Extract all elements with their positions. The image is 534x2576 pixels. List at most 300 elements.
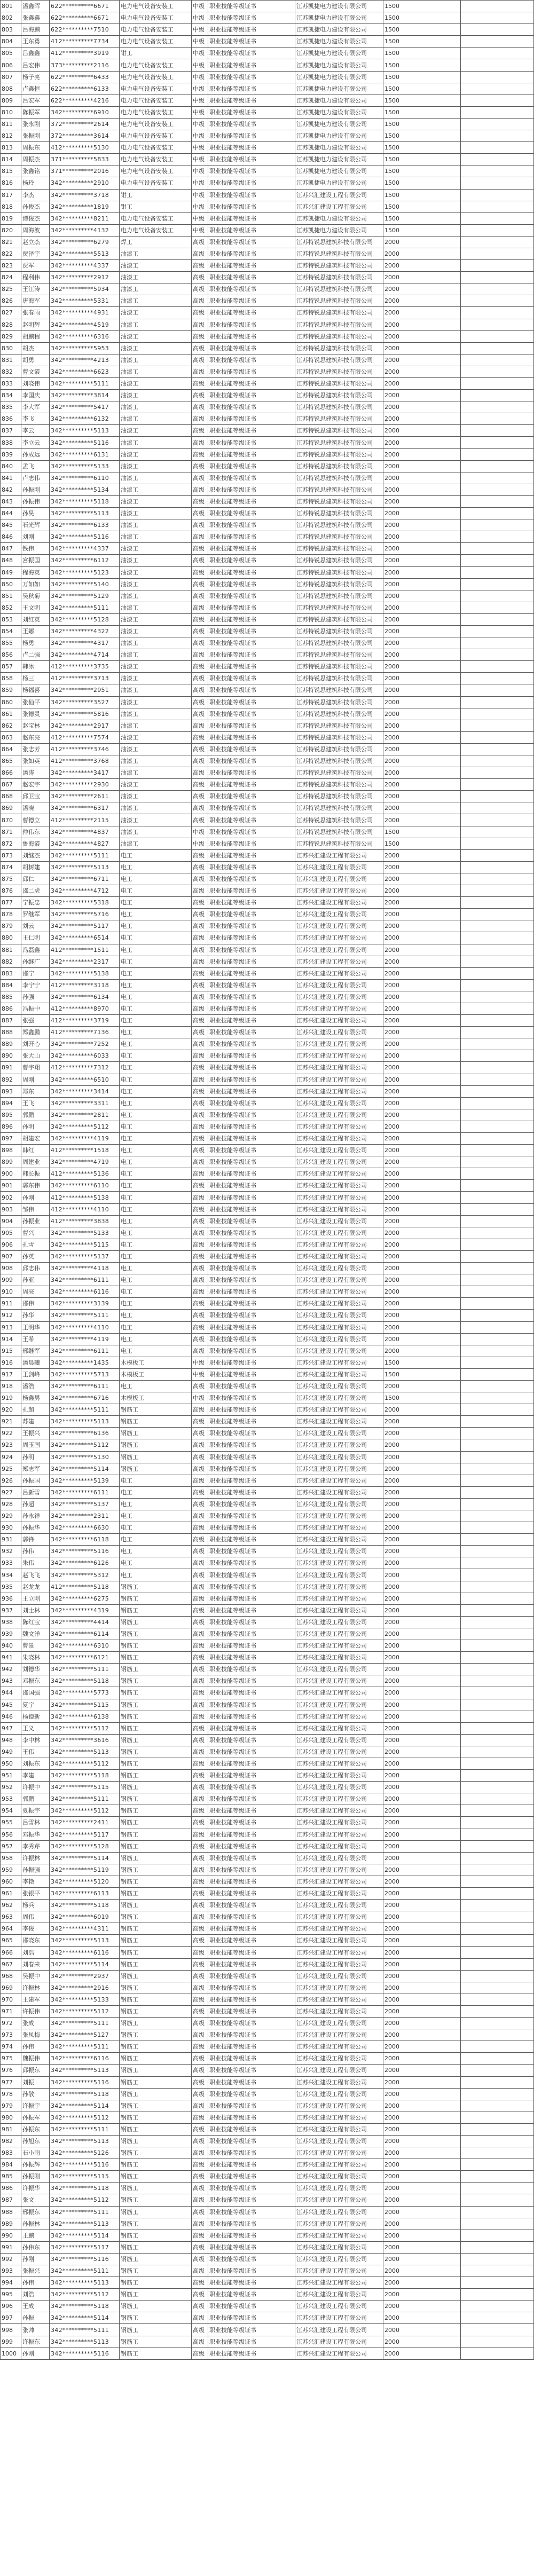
skill-level: 中级 (192, 142, 208, 154)
subsidy-amount: 1500 (383, 106, 461, 118)
worker-name: 胡鹏程 (21, 330, 50, 342)
subsidy-amount: 2000 (383, 248, 461, 259)
training-organization: 江苏特锐思建筑科技有限公司 (295, 814, 383, 826)
training-organization: 江苏凯捷电力建设有限公司 (295, 48, 383, 59)
certificate-type: 职业技能等级证书 (208, 1805, 295, 1817)
skill-level: 高级 (192, 2183, 208, 2194)
certificate-type: 职业技能等级证书 (208, 1829, 295, 1840)
certificate-type: 职业技能等级证书 (208, 1746, 295, 1758)
occupation: 钢筋工 (120, 1616, 192, 1628)
skill-level: 高级 (192, 2041, 208, 2053)
subsidy-amount: 2000 (383, 2230, 461, 2241)
occupation: 电工 (120, 1345, 192, 1357)
table-row (1, 2347, 534, 2359)
table-row (1, 1640, 534, 1652)
occupation: 油漆工 (120, 260, 192, 272)
row-number: 853 (1, 613, 21, 625)
subsidy-amount: 2000 (383, 543, 461, 555)
skill-level: 高级 (192, 602, 208, 613)
row-number: 912 (1, 1310, 21, 1321)
training-organization: 江苏兴汇建设工程有限公司 (295, 1793, 383, 1805)
occupation: 钢筋工 (120, 1840, 192, 1852)
table-row (1, 1368, 534, 1380)
empty-cell (461, 1463, 534, 1475)
subsidy-amount: 2000 (383, 2053, 461, 2065)
id-number: 342**********3311 (50, 1097, 120, 1109)
skill-level: 高级 (192, 849, 208, 861)
training-organization: 江苏兴汇建设工程有限公司 (295, 1298, 383, 1310)
certificate-type: 职业技能等级证书 (208, 307, 295, 319)
training-organization: 江苏兴汇建设工程有限公司 (295, 1121, 383, 1132)
certificate-type: 职业技能等级证书 (208, 1145, 295, 1156)
table-row (1, 1003, 534, 1014)
empty-cell (461, 1569, 534, 1581)
id-number: 342**********5114 (50, 1852, 120, 1864)
occupation: 钢筋工 (120, 2265, 192, 2277)
worker-name: 许振华 (21, 2183, 50, 2194)
table-row (1, 1652, 534, 1664)
worker-name: 邓振东 (21, 1675, 50, 1687)
skill-level: 高级 (192, 508, 208, 519)
occupation: 油漆工 (120, 767, 192, 779)
worker-name: 刘浩 (21, 2289, 50, 2301)
row-number: 985 (1, 2171, 21, 2183)
skill-level: 高级 (192, 1263, 208, 1274)
training-organization: 江苏特锐思建筑科技有限公司 (295, 342, 383, 354)
occupation: 木模板工 (120, 1392, 192, 1404)
subsidy-amount: 2000 (383, 1770, 461, 1782)
training-organization: 江苏兴汇建设工程有限公司 (295, 201, 383, 212)
table-row (1, 71, 534, 83)
empty-cell (461, 696, 534, 708)
table-row (1, 1534, 534, 1546)
skill-level: 高级 (192, 2053, 208, 2065)
worker-name: 仲伟东 (21, 826, 50, 838)
training-organization: 江苏兴汇建设工程有限公司 (295, 2159, 383, 2171)
empty-cell (461, 1038, 534, 1050)
table-row (1, 106, 534, 118)
row-number: 863 (1, 731, 21, 743)
row-number: 835 (1, 401, 21, 413)
skill-level: 高级 (192, 1923, 208, 1935)
subsidy-amount: 2000 (383, 2147, 461, 2159)
subsidy-amount: 2000 (383, 1239, 461, 1250)
skill-level: 高级 (192, 437, 208, 448)
skill-level: 高级 (192, 248, 208, 259)
certificate-type: 职业技能等级证书 (208, 1321, 295, 1333)
id-number: 342**********3616 (50, 1734, 120, 1746)
certificate-type: 职业技能等级证书 (208, 2301, 295, 2312)
id-number: 342**********6116 (50, 2053, 120, 2065)
subsidy-amount: 2000 (383, 484, 461, 495)
table-row (1, 260, 534, 272)
training-organization: 江苏特锐思建筑科技有限公司 (295, 673, 383, 684)
id-number: 622**********6433 (50, 71, 120, 83)
training-organization: 江苏兴汇建设工程有限公司 (295, 1015, 383, 1027)
skill-level: 高级 (192, 484, 208, 495)
table-row (1, 2277, 534, 2289)
occupation: 油漆工 (120, 649, 192, 661)
certificate-type: 职业技能等级证书 (208, 2100, 295, 2112)
table-row (1, 236, 534, 248)
id-number: 342**********5116 (50, 2347, 120, 2359)
worker-name: 万如如 (21, 578, 50, 590)
certificate-type: 职业技能等级证书 (208, 460, 295, 472)
subsidy-amount: 2000 (383, 295, 461, 307)
subsidy-amount: 2000 (383, 1829, 461, 1840)
training-organization: 江苏兴汇建设工程有限公司 (295, 2277, 383, 2289)
training-organization: 江苏兴汇建设工程有限公司 (295, 1510, 383, 1522)
empty-cell (461, 201, 534, 212)
skill-level: 高级 (192, 425, 208, 437)
id-number: 342**********5117 (50, 1829, 120, 1840)
subsidy-amount: 2000 (383, 1180, 461, 1192)
skill-level: 高级 (192, 1664, 208, 1675)
empty-cell (461, 1145, 534, 1156)
worker-name: 杨三 (21, 673, 50, 684)
subsidy-amount: 2000 (383, 1569, 461, 1581)
id-number: 342**********5111 (50, 1310, 120, 1321)
skill-level: 高级 (192, 1168, 208, 1180)
worker-name: 孙旭东 (21, 2135, 50, 2147)
row-number: 968 (1, 1970, 21, 1982)
training-organization: 江苏兴汇建设工程有限公司 (295, 991, 383, 1003)
training-organization: 江苏兴汇建设工程有限公司 (295, 1062, 383, 1074)
skill-level: 高级 (192, 1274, 208, 1286)
id-number: 342**********6114 (50, 1628, 120, 1640)
worker-name: 邢振东 (21, 2206, 50, 2218)
training-organization: 江苏兴汇建设工程有限公司 (295, 1569, 383, 1581)
skill-level: 中级 (192, 130, 208, 142)
empty-cell (461, 2065, 534, 2076)
id-number: 342**********3814 (50, 390, 120, 401)
worker-name: 郭鹏 (21, 1793, 50, 1805)
training-organization: 江苏兴汇建设工程有限公司 (295, 1475, 383, 1486)
subsidy-amount: 2000 (383, 1840, 461, 1852)
skill-level: 高级 (192, 755, 208, 767)
table-row (1, 519, 534, 531)
occupation: 电工 (120, 1003, 192, 1014)
empty-cell (461, 1640, 534, 1652)
subsidy-amount: 2000 (383, 1428, 461, 1439)
training-organization: 江苏兴汇建设工程有限公司 (295, 1451, 383, 1463)
worker-name: 孙昊 (21, 508, 50, 519)
worker-name: 曹德立 (21, 814, 50, 826)
occupation: 钢筋工 (120, 1687, 192, 1699)
skill-level: 高级 (192, 1888, 208, 1900)
row-number: 956 (1, 1829, 21, 1840)
subsidy-amount: 1500 (383, 24, 461, 36)
id-number: 342**********5111 (50, 602, 120, 613)
skill-level: 中级 (192, 83, 208, 94)
subsidy-amount: 2000 (383, 307, 461, 319)
table-row (1, 555, 534, 566)
empty-cell (461, 1404, 534, 1416)
empty-cell (461, 472, 534, 484)
training-organization: 江苏兴汇建设工程有限公司 (295, 1486, 383, 1498)
id-number: 342**********5137 (50, 1250, 120, 1262)
row-number: 851 (1, 590, 21, 602)
row-number: 873 (1, 849, 21, 861)
occupation: 钢筋工 (120, 1817, 192, 1829)
table-row (1, 1038, 534, 1050)
training-organization: 江苏兴汇建设工程有限公司 (295, 861, 383, 873)
certificate-type: 职业技能等级证书 (208, 2135, 295, 2147)
occupation: 电工 (120, 1333, 192, 1345)
id-number: 342**********5128 (50, 613, 120, 625)
training-organization: 江苏凯捷电力建设有限公司 (295, 142, 383, 154)
worker-name: 郭东伟 (21, 1180, 50, 1192)
skill-level: 高级 (192, 1758, 208, 1769)
training-organization: 江苏兴汇建设工程有限公司 (295, 189, 383, 201)
skill-level: 高级 (192, 590, 208, 602)
training-organization: 江苏兴汇建设工程有限公司 (295, 1145, 383, 1156)
certificate-type: 职业技能等级证书 (208, 932, 295, 944)
certificate-type: 职业技能等级证书 (208, 578, 295, 590)
worker-name: 杨鑫男 (21, 1392, 50, 1404)
skill-level: 高级 (192, 967, 208, 979)
table-row (1, 802, 534, 814)
id-number: 342**********5113 (50, 2336, 120, 2347)
subsidy-amount: 2000 (383, 861, 461, 873)
subsidy-amount: 2000 (383, 1097, 461, 1109)
skill-level: 高级 (192, 1522, 208, 1534)
occupation: 电工 (120, 1085, 192, 1097)
skill-level: 高级 (192, 260, 208, 272)
skill-level: 高级 (192, 684, 208, 696)
occupation: 电工 (120, 1180, 192, 1192)
skill-level: 高级 (192, 2112, 208, 2123)
training-organization: 江苏兴汇建设工程有限公司 (295, 920, 383, 932)
certificate-type: 职业技能等级证书 (208, 861, 295, 873)
skill-level: 高级 (192, 673, 208, 684)
empty-cell (461, 991, 534, 1003)
skill-level: 高级 (192, 897, 208, 909)
id-number: 342**********5331 (50, 295, 120, 307)
empty-cell (461, 2053, 534, 2065)
training-organization: 江苏兴汇建设工程有限公司 (295, 1498, 383, 1510)
worker-name: 夏宇 (21, 1699, 50, 1711)
worker-name: 王东勇 (21, 36, 50, 48)
occupation: 油漆工 (120, 555, 192, 566)
subsidy-amount: 2000 (383, 1522, 461, 1534)
occupation: 油漆工 (120, 495, 192, 507)
occupation: 电工 (120, 1274, 192, 1286)
id-number: 342**********5112 (50, 2289, 120, 2301)
id-number: 342**********5116 (50, 2159, 120, 2171)
certificate-type: 职业技能等级证书 (208, 94, 295, 106)
skill-level: 高级 (192, 613, 208, 625)
subsidy-amount: 2000 (383, 1793, 461, 1805)
training-organization: 江苏特锐思建筑科技有限公司 (295, 472, 383, 484)
table-row (1, 673, 534, 684)
subsidy-amount: 2000 (383, 885, 461, 897)
row-number: 832 (1, 366, 21, 377)
certificate-type: 职业技能等级证书 (208, 354, 295, 366)
table-row (1, 2076, 534, 2088)
training-organization: 江苏特锐思建筑科技有限公司 (295, 295, 383, 307)
empty-cell (461, 354, 534, 366)
empty-cell (461, 342, 534, 354)
training-organization: 江苏特锐思建筑科技有限公司 (295, 448, 383, 460)
occupation: 钢筋工 (120, 1699, 192, 1711)
worker-name: 曹文霞 (21, 366, 50, 377)
empty-cell (461, 330, 534, 342)
subsidy-amount: 2000 (383, 2312, 461, 2324)
id-number: 342**********5111 (50, 2041, 120, 2053)
skill-level: 高级 (192, 1215, 208, 1227)
table-row (1, 731, 534, 743)
empty-cell (461, 2171, 534, 2183)
row-number: 977 (1, 2076, 21, 2088)
certificate-type: 职业技能等级证书 (208, 2277, 295, 2289)
empty-cell (461, 437, 534, 448)
worker-name: 冯振中 (21, 1003, 50, 1014)
subsidy-amount: 2000 (383, 909, 461, 920)
row-number: 856 (1, 649, 21, 661)
empty-cell (461, 1687, 534, 1699)
occupation: 油漆工 (120, 425, 192, 437)
worker-name: 赵宝林 (21, 720, 50, 731)
skill-level: 高级 (192, 283, 208, 295)
occupation: 钢筋工 (120, 2159, 192, 2171)
certificate-type: 职业技能等级证书 (208, 1982, 295, 1994)
id-number: 412**********5130 (50, 142, 120, 154)
training-organization: 江苏兴汇建设工程有限公司 (295, 1888, 383, 1900)
worker-name: 潘鑫晖 (21, 1, 50, 12)
training-organization: 江苏特锐思建筑科技有限公司 (295, 779, 383, 791)
id-number: 622**********4216 (50, 94, 120, 106)
occupation: 钢筋工 (120, 2018, 192, 2029)
table-row (1, 1239, 534, 1250)
empty-cell (461, 1628, 534, 1640)
table-row (1, 472, 534, 484)
row-number: 808 (1, 83, 21, 94)
training-organization: 江苏兴汇建设工程有限公司 (295, 1581, 383, 1593)
empty-cell (461, 212, 534, 224)
skill-level: 高级 (192, 1546, 208, 1557)
row-number: 858 (1, 673, 21, 684)
occupation: 油漆工 (120, 696, 192, 708)
subsidy-amount: 2000 (383, 1345, 461, 1357)
worker-name: 孙振伟 (21, 495, 50, 507)
table-row (1, 48, 534, 59)
occupation: 油漆工 (120, 283, 192, 295)
table-row (1, 1947, 534, 1958)
occupation: 钢筋工 (120, 2065, 192, 2076)
training-organization: 江苏特锐思建筑科技有限公司 (295, 720, 383, 731)
subsidy-amount: 2000 (383, 1121, 461, 1132)
row-number: 882 (1, 956, 21, 967)
worker-name: 许振东 (21, 2336, 50, 2347)
worker-name: 宁振忠 (21, 897, 50, 909)
skill-level: 高级 (192, 1640, 208, 1652)
training-organization: 江苏兴汇建设工程有限公司 (295, 1027, 383, 1038)
skill-level: 高级 (192, 1652, 208, 1664)
empty-cell (461, 366, 534, 377)
occupation: 电工 (120, 944, 192, 956)
subsidy-amount: 2000 (383, 1864, 461, 1876)
skill-level: 高级 (192, 1145, 208, 1156)
worker-name: 胡建宏 (21, 1133, 50, 1145)
table-row (1, 1581, 534, 1593)
empty-cell (461, 720, 534, 731)
table-row (1, 1746, 534, 1758)
certificate-type: 职业技能等级证书 (208, 885, 295, 897)
skill-level: 中级 (192, 106, 208, 118)
occupation: 油漆工 (120, 661, 192, 673)
row-number: 971 (1, 2005, 21, 2017)
training-organization: 江苏凯捷电力建设有限公司 (295, 24, 383, 36)
worker-name: 冯磊鑫 (21, 944, 50, 956)
id-number: 342**********3417 (50, 767, 120, 779)
subsidy-amount: 2000 (383, 378, 461, 390)
table-row (1, 1722, 534, 1734)
certificate-type: 职业技能等级证书 (208, 166, 295, 177)
skill-level: 高级 (192, 1428, 208, 1439)
worker-name: 吕海鹏 (21, 24, 50, 36)
occupation: 电力电气设备安装工 (120, 106, 192, 118)
worker-name: 杨勇 (21, 637, 50, 649)
table-row (1, 1015, 534, 1027)
training-organization: 江苏特锐思建筑科技有限公司 (295, 661, 383, 673)
skill-level: 高级 (192, 2336, 208, 2347)
table-row (1, 566, 534, 578)
table-row (1, 508, 534, 519)
subsidy-amount: 1500 (383, 177, 461, 189)
subsidy-amount: 2000 (383, 2218, 461, 2230)
occupation: 钢筋工 (120, 2029, 192, 2041)
occupation: 电工 (120, 897, 192, 909)
skill-level: 高级 (192, 366, 208, 377)
skill-level: 高级 (192, 2206, 208, 2218)
id-number: 342**********5115 (50, 1782, 120, 1793)
empty-cell (461, 956, 534, 967)
empty-cell (461, 1664, 534, 1675)
row-number: 908 (1, 1263, 21, 1274)
training-organization: 江苏兴汇建设工程有限公司 (295, 1250, 383, 1262)
subsidy-amount: 2000 (383, 1581, 461, 1593)
training-organization: 江苏兴汇建设工程有限公司 (295, 1156, 383, 1168)
skill-level: 高级 (192, 2265, 208, 2277)
empty-cell (461, 1711, 534, 1722)
row-number: 923 (1, 1439, 21, 1451)
skill-level: 中级 (192, 154, 208, 166)
id-number: 342**********5118 (50, 495, 120, 507)
empty-cell (461, 1557, 534, 1569)
row-number: 860 (1, 696, 21, 708)
worker-name: 孙振 (21, 2312, 50, 2324)
id-number: 342**********5111 (50, 1664, 120, 1675)
empty-cell (461, 2041, 534, 2053)
row-number: 813 (1, 142, 21, 154)
certificate-type: 职业技能等级证书 (208, 2241, 295, 2253)
subsidy-amount: 2000 (383, 696, 461, 708)
occupation: 油漆工 (120, 460, 192, 472)
row-number: 805 (1, 48, 21, 59)
id-number: 342**********4110 (50, 1321, 120, 1333)
occupation: 电工 (120, 1109, 192, 1121)
certificate-type: 职业技能等级证书 (208, 401, 295, 413)
subsidy-amount: 2000 (383, 472, 461, 484)
id-number: 342**********6510 (50, 1074, 120, 1085)
id-number: 342**********5116 (50, 531, 120, 543)
subsidy-amount: 2000 (383, 1333, 461, 1345)
training-organization: 江苏兴汇建设工程有限公司 (295, 979, 383, 991)
certificate-type: 职业技能等级证书 (208, 248, 295, 259)
occupation: 钢筋工 (120, 1463, 192, 1475)
training-organization: 江苏凯捷电力建设有限公司 (295, 154, 383, 166)
